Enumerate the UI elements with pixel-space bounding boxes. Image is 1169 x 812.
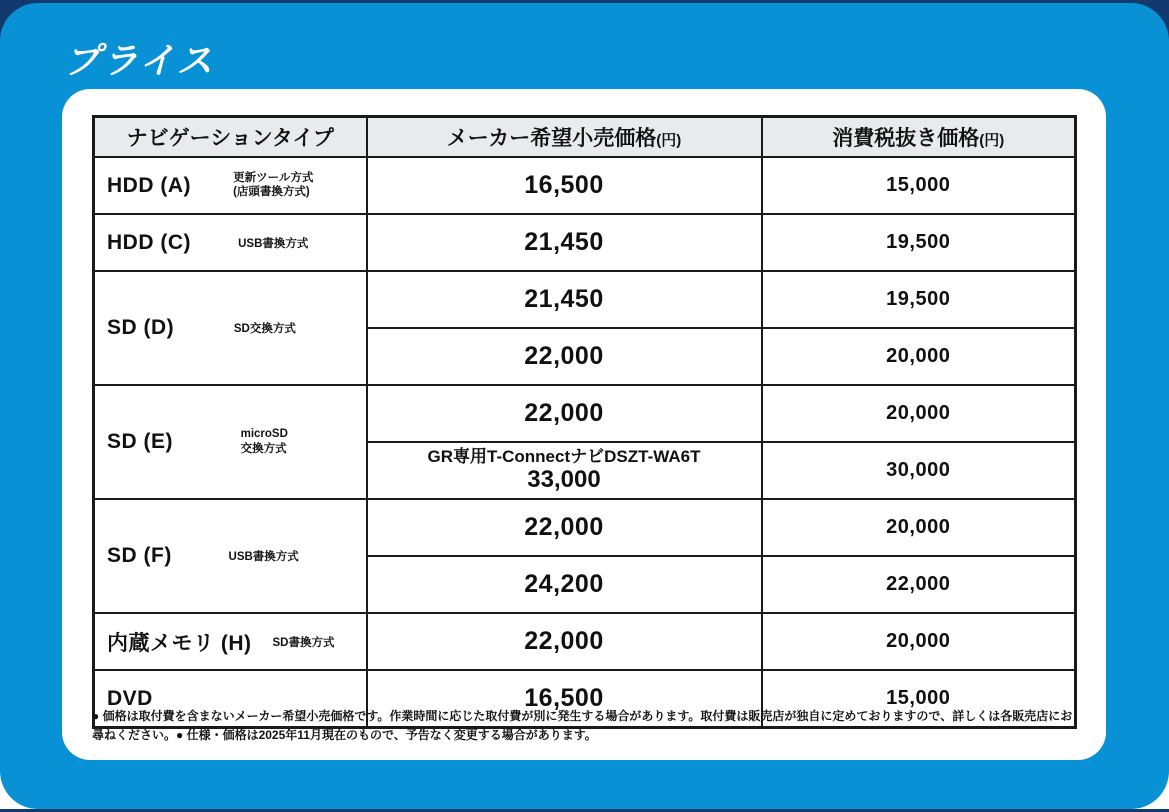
nav-type-label: SD (D) <box>107 316 175 339</box>
nav-method-label: USB書換方式 <box>238 237 309 250</box>
gr-price: 33,000 <box>527 466 601 494</box>
table-row-internal-memory-h <box>94 613 1076 670</box>
extax-cell: 20,000 <box>762 499 1076 556</box>
footnotes: ● 価格は取付費を含まないメーカー希望小売価格です。作業時間に応じた取付費が別に発生する場合があります。取付費は販売店が独自に定めておりますので、詳しくは各販売店にお尋ねください。● 仕様・価格は2025年11月現在のもので、予告なく変更する場合があります。 <box>92 709 1073 743</box>
msrp-cell-gr <box>367 442 762 499</box>
table-row-sd-f-1 <box>94 499 1076 556</box>
page-title: プライス <box>64 40 215 81</box>
nav-method-label: 更新ツール方式 (店頭書換方式) <box>233 171 314 199</box>
extax-cell: 30,000 <box>762 442 1076 499</box>
nav-type-label: DVD <box>107 686 153 710</box>
msrp-cell: 21,450 <box>367 271 762 328</box>
msrp-cell: 24,200 <box>367 556 762 613</box>
blue-background-panel <box>0 3 1169 809</box>
header-msrp-unit: (円) <box>656 132 682 149</box>
table-row-sd-e-1 <box>94 385 1076 442</box>
msrp-cell: 22,000 <box>367 385 762 442</box>
nav-type-cell <box>94 613 367 670</box>
nav-type-cell <box>94 214 367 271</box>
nav-type-cell <box>94 157 367 214</box>
nav-type-label: HDD (C) <box>107 230 191 254</box>
msrp-cell: 22,000 <box>367 328 762 385</box>
nav-method-label: SD書換方式 <box>272 636 335 649</box>
msrp-cell: 16,500 <box>367 157 762 214</box>
nav-type-cell <box>94 499 367 613</box>
msrp-cell: 22,000 <box>367 613 762 670</box>
extax-cell: 19,500 <box>762 271 1076 328</box>
extax-cell: 20,000 <box>762 328 1076 385</box>
table-row-hdd-a <box>94 157 1076 214</box>
nav-type-label: SD (E) <box>107 430 173 453</box>
extax-cell: 19,500 <box>762 214 1076 271</box>
header-msrp: メーカー希望小売価格(円) <box>367 117 762 158</box>
table-header-row <box>94 117 1076 158</box>
msrp-cell: 21,450 <box>367 214 762 271</box>
nav-type-label: HDD (A) <box>107 173 191 197</box>
extax-cell: 20,000 <box>762 385 1076 442</box>
nav-method-label: SD交換方式 <box>233 323 296 335</box>
msrp-cell: 22,000 <box>367 499 762 556</box>
header-extax: 消費税抜き価格(円) <box>762 117 1076 158</box>
header-nav-type: ナビゲーションタイプ <box>94 117 367 158</box>
price-table <box>92 115 1077 729</box>
nav-method-label: microSD 交換方式 <box>240 428 288 455</box>
table-row-hdd-c <box>94 214 1076 271</box>
nav-type-cell <box>94 271 367 385</box>
extax-cell: 22,000 <box>762 556 1076 613</box>
extax-cell: 15,000 <box>762 157 1076 214</box>
extax-cell: 20,000 <box>762 613 1076 670</box>
nav-type-label: 内蔵メモリ (H) <box>107 631 252 655</box>
nav-type-label: SD (F) <box>107 544 172 567</box>
extax-cell: 15,000 <box>762 670 1076 728</box>
header-extax-unit: (円) <box>979 132 1005 149</box>
table-row-sd-d-1 <box>94 271 1076 328</box>
gr-model-note: GR専用T-ConnectナビDSZT-WA6T <box>427 446 701 466</box>
price-card <box>62 89 1106 760</box>
nav-type-cell <box>94 385 367 499</box>
nav-method-label: USB書換方式 <box>228 551 299 563</box>
msrp-cell: 16,500 <box>367 670 762 728</box>
